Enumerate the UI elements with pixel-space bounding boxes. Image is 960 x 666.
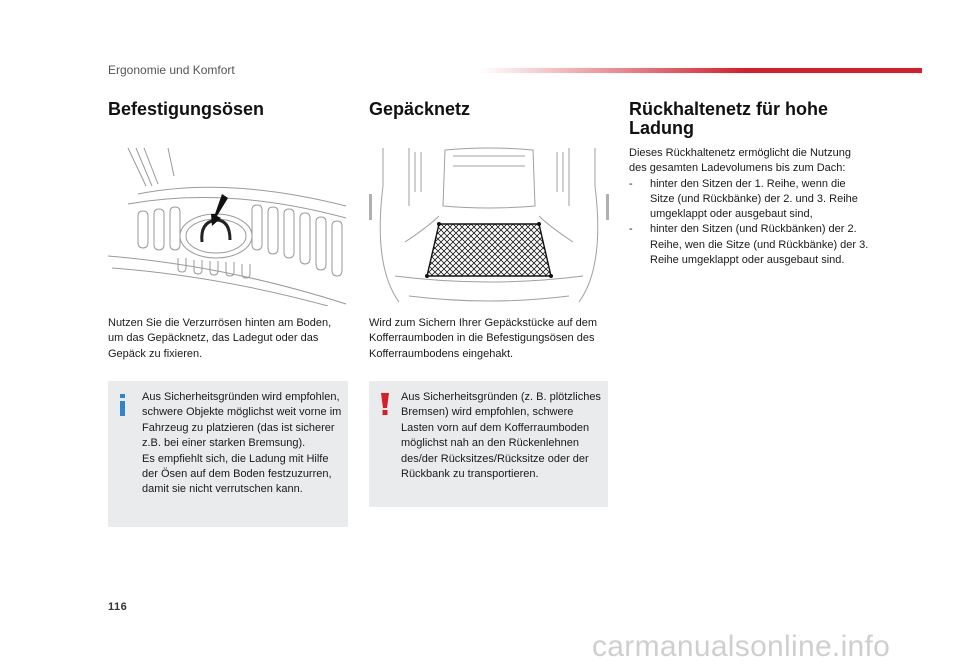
section-title: Ergonomie und Komfort bbox=[108, 63, 235, 77]
middle-body-text: Wird zum Sichern Ihrer Gepäckstücke auf dem Kofferraumboden in die Befestigungsösen des Kofferraumbodens eingehakt. bbox=[369, 317, 598, 360]
list-item-text: hinter den Sitzen (und Rückbänken) der 2. Reihe, wen die Sitze (und Rückbänke) der 3. Reihe umgeklappt oder ausgebaut sind. bbox=[650, 223, 869, 267]
watermark: carmanualsonline.info bbox=[592, 630, 891, 663]
left-body-text: Nutzen Sie die Verzurrösen hinten am Boden, um das Gepäcknetz, das Ladegut oder das Gepäck zu fixieren. bbox=[108, 317, 332, 360]
tie-down-eye-illustration bbox=[108, 146, 348, 306]
info-box-text bbox=[142, 390, 342, 498]
warning-box bbox=[369, 381, 608, 507]
header-accent-rule bbox=[480, 68, 922, 73]
list-item bbox=[629, 177, 869, 223]
right-bullet-list bbox=[629, 177, 869, 269]
list-dash: - bbox=[629, 223, 633, 236]
list-item bbox=[629, 222, 869, 268]
right-intro-text: Dieses Rückhaltenetz ermöglicht die Nutzung des gesamten Ladevolumens bis zum Dach: bbox=[629, 147, 851, 175]
info-icon bbox=[116, 393, 130, 417]
warning-icon bbox=[378, 392, 392, 416]
warning-box-text: Aus Sicherheitsgründen (z. B. plötzliches Bremsen) wird empfohlen, schwere Lasten vorn auf dem Kofferraumboden möglichst nah an den Rückenlehnen des/der Rücksitzes/Rücksitze oder der Rückbank zu transportieren. bbox=[401, 391, 601, 481]
heading-gepaecknetz: Gepäcknetz bbox=[369, 99, 471, 119]
heading-befestigungsoesen: Befestigungsösen bbox=[108, 99, 265, 119]
info-line: Aus Sicherheitsgründen wird empfohlen, schwere Objekte möglichst weit vorne im Fahrzeug zu platzieren (das ist sicherer z.B. bei einer starken Bremsung). bbox=[142, 391, 342, 450]
list-dash: - bbox=[629, 177, 633, 190]
info-box bbox=[108, 381, 348, 527]
right-column-text bbox=[629, 146, 869, 268]
luggage-net-illustration bbox=[369, 146, 609, 306]
info-line: Es empfiehlt sich, die Ladung mit Hilfe der Ösen auf dem Boden festzuzurren, damit sie nicht verrutschen kann. bbox=[142, 452, 332, 496]
list-item-text: hinter den Sitzen der 1. Reihe, wenn die Sitze (und Rückbänke) der 2. und 3. Reihe umgeklappt oder ausgebaut sind, bbox=[650, 177, 858, 221]
page-number: 116 bbox=[108, 601, 128, 613]
heading-rueckhaltenetz: Rückhaltenetz für hohe Ladung bbox=[629, 99, 829, 138]
